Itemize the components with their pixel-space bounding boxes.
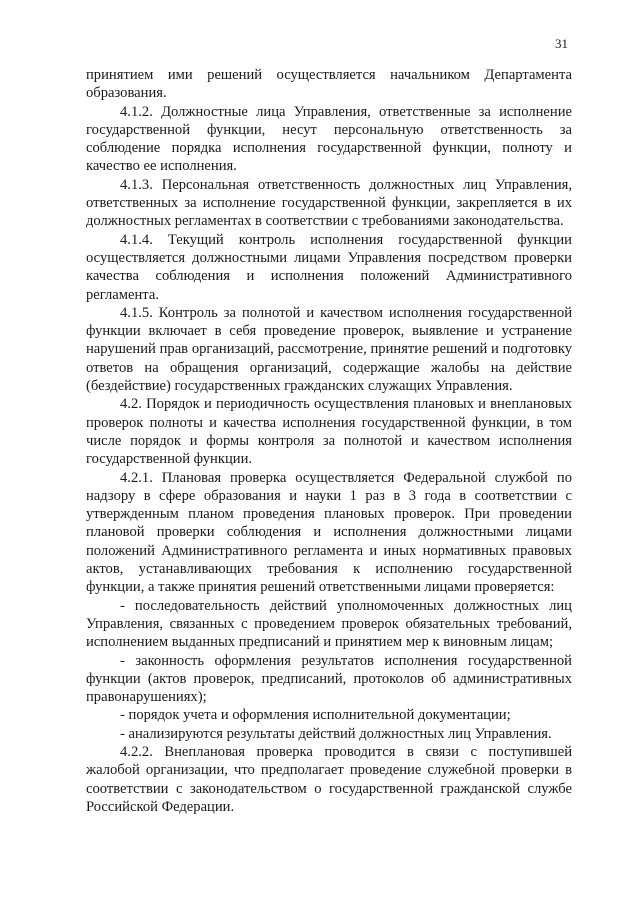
paragraph-continuation: принятием ими решений осуществляется начальником Департамента образования. — [86, 67, 572, 102]
paragraph-4-1-2: 4.1.2. Должностные лица Управления, ответственные за исполнение государственной функции, несут персональную ответственность за соблюдение порядка исполнения государственной функции, полноту и качество ее исполнения. — [86, 103, 572, 175]
paragraph-4-1-5: 4.1.5. Контроль за полнотой и качеством исполнения государственной функции включает в себя проведение проверок, выявление и устранение нарушений прав организаций, рассмотрение, принятие решений и подготовку ответов на обращения организаций, содержащие жалобы на действие (бездействие) государственных гражданских служащих Управления. — [86, 304, 572, 395]
page-number: 31 — [555, 36, 568, 51]
paragraph-4-1-3: 4.1.3. Персональная ответственность должностных лиц Управления, ответственных за исполнение государственной функции, закрепляется в их должностных регламентах в соответствии с требованиями законодательства. — [86, 176, 572, 230]
paragraph-4-1-4: 4.1.4. Текущий контроль исполнения государственной функции осуществляется должностными лицами Управления посредством проверки качества соблюдения и исполнения положений Административного регламента. — [86, 231, 572, 303]
list-item-legality: - законность оформления результатов исполнения государственной функции (актов проверок, предписаний, протоколов об административных правонарушениях); — [86, 652, 572, 706]
paragraph-4-2-1: 4.2.1. Плановая проверка осуществляется Федеральной службой по надзору в сфере образования и науки 1 раз в 3 года в соответствии с утвержденным планом проведения плановых проверок. При проведении плановой проверки соблюдения и исполнения должностными лицами положений Административного регламента и иных нормативных правовых актов, устанавливающих требования к исполнению государственной функции, а также принятия решений ответственными лицами проверяется: — [86, 469, 572, 596]
list-item-accounting: - порядок учета и оформления исполнительной документации; — [120, 707, 511, 724]
paragraph-4-2-2: 4.2.2. Внеплановая проверка проводится в связи с поступившей жалобой организации, что предполагает проведение служебной проверки в соответствии с законодательством о государственной гражданской службе Российской Федерации. — [86, 743, 572, 815]
list-item-analysis: - анализируются результаты действий должностных лиц Управления. — [120, 725, 552, 742]
document-body — [86, 66, 572, 816]
paragraph-4-2: 4.2. Порядок и периодичность осуществления плановых и внеплановых проверок полноты и качества исполнения государственной функции, в том числе порядок и формы контроля за полнотой и качеством исполнения государственной функции. — [86, 396, 572, 468]
list-item-sequence: - последовательность действий уполномоченных должностных лиц Управления, связанных с проведением проверок обязательных требований, исполнением выданных предписаний и принятием мер к виновным лицам; — [86, 597, 572, 651]
